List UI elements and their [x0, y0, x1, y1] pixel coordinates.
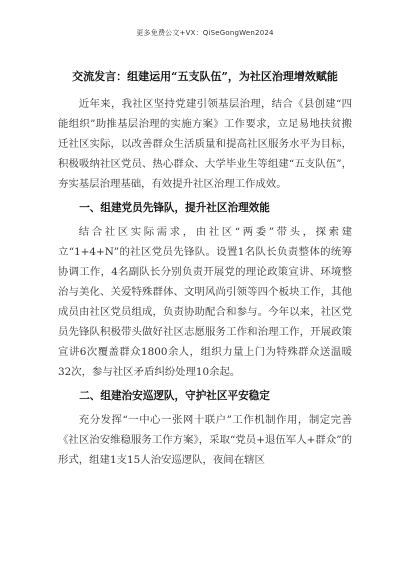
section-heading: 一、组建党员先锋队，提升社区治理效能	[79, 202, 270, 214]
page-header-watermark: 更多免费公文+VX：QiSeGongWen2024	[136, 29, 274, 37]
document-title: 交流发言：组建运用“五支队伍”，为社区治理增效赋能	[72, 70, 338, 83]
section-paragraph: 结合社区实际需求，由社区“两委”带头，探索建立“1+4+N”的社区党员先锋队。设置1名队长负责整体的统筹协调工作，4名副队长分别负责开展党的理论政策宣讲、环境整治与美化、关爱特殊群体、文明风尚引领等四个板块工作，其他成员由社区党员组成，负责协助配合和参与。今年以来，社区党员先锋队积极带头做好社区志愿服务工作和治理工作，开展政策宣讲6次覆盖群众1800余人，组织力量上门为特殊群众送温暖32次，参与社区矛盾纠纷处理10余起。	[58, 226, 352, 378]
section-paragraph: 充分发挥“一中心一张网十联户”工作机制作用，制定完善《社区治安维稳服务工作方案》，采取“党员+退伍军人+群众”的形式，组建1支15人治安巡逻队，夜间在辖区	[58, 414, 352, 466]
intro-paragraph: 近年来，我社区坚持党建引领基层治理，结合《县创建“四能组织”助推基层治理的实施方案》工作要求，立足易地扶贫搬迁社区实际，以改善群众生活质量和提高社区服务水平为目标，积极吸纳社区党员、热心群众、大学毕业生等组建“五支队伍”，夯实基层治理基础，有效提升社区治理工作成效。	[58, 98, 352, 190]
document-body	[58, 94, 352, 470]
section-heading: 二、组建治安巡逻队，守护社区平安稳定	[79, 390, 270, 402]
